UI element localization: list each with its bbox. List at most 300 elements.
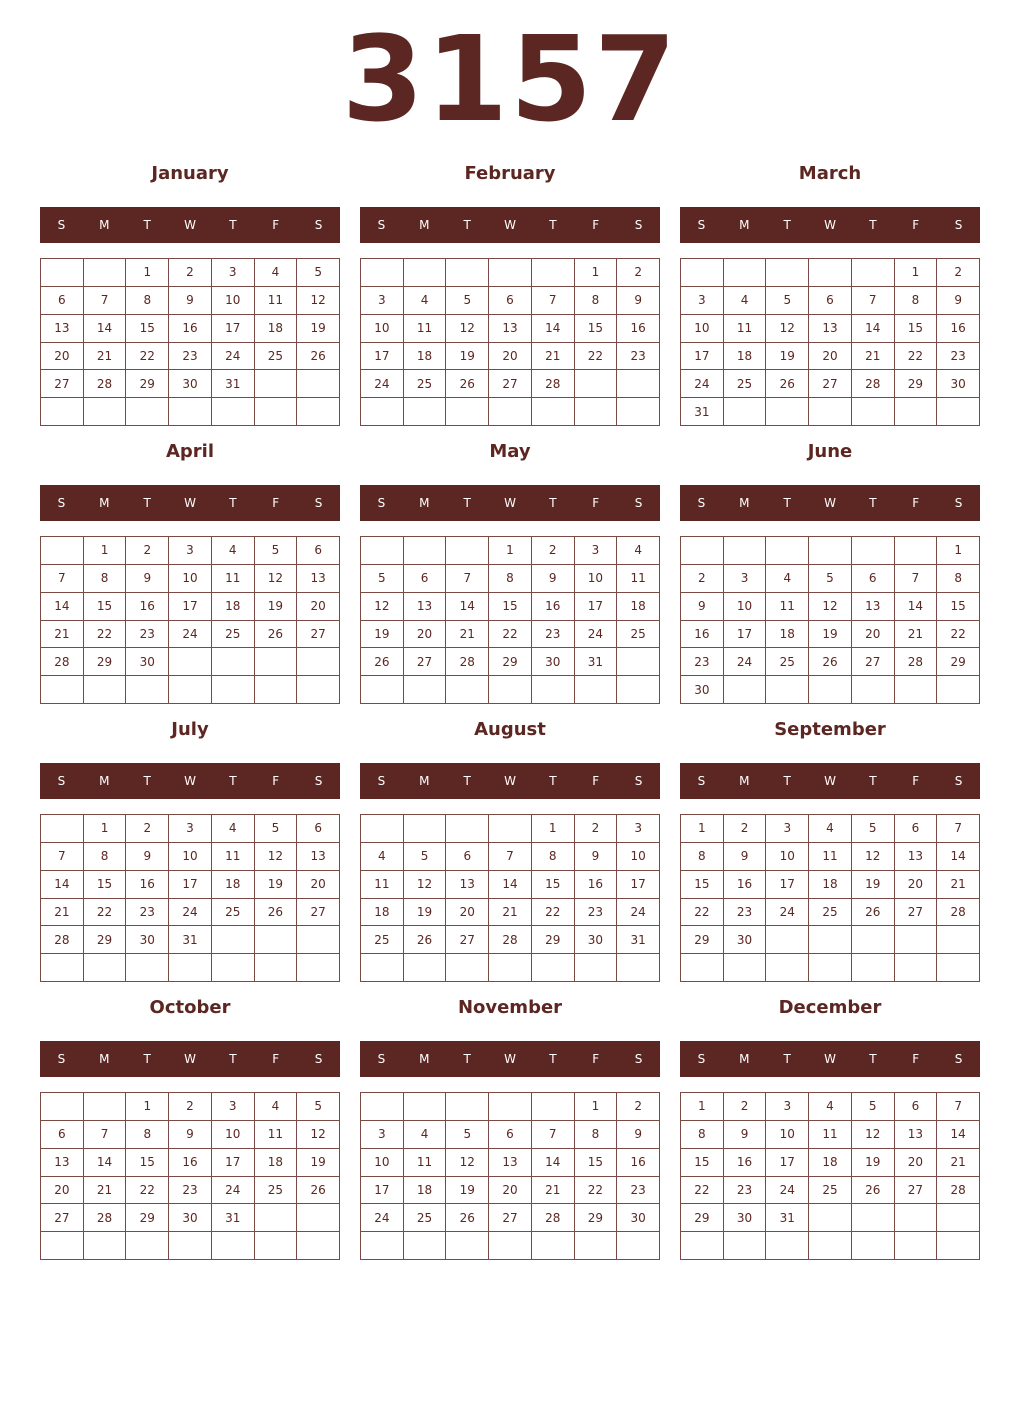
- day-cell[interactable]: 7: [84, 287, 127, 315]
- day-cell[interactable]: 7: [489, 843, 532, 871]
- day-cell[interactable]: 25: [255, 343, 298, 371]
- day-cell[interactable]: 31: [212, 1204, 255, 1232]
- day-cell[interactable]: 25: [212, 899, 255, 927]
- day-cell[interactable]: 16: [681, 621, 724, 649]
- day-cell[interactable]: 15: [681, 1149, 724, 1177]
- day-cell[interactable]: 13: [895, 843, 938, 871]
- day-cell[interactable]: 11: [617, 565, 660, 593]
- day-cell[interactable]: 26: [361, 648, 404, 676]
- day-cell[interactable]: 5: [297, 259, 340, 287]
- day-cell[interactable]: 4: [724, 287, 767, 315]
- day-cell[interactable]: 22: [84, 899, 127, 927]
- day-cell[interactable]: 8: [681, 843, 724, 871]
- day-cell[interactable]: 31: [766, 1204, 809, 1232]
- day-cell[interactable]: 19: [297, 1149, 340, 1177]
- day-cell[interactable]: 20: [489, 1177, 532, 1205]
- day-cell[interactable]: 17: [724, 621, 767, 649]
- day-cell[interactable]: 10: [724, 593, 767, 621]
- day-cell[interactable]: 25: [809, 899, 852, 927]
- day-cell[interactable]: 15: [84, 593, 127, 621]
- day-cell[interactable]: 18: [404, 343, 447, 371]
- day-cell[interactable]: 12: [852, 843, 895, 871]
- day-cell[interactable]: 31: [617, 926, 660, 954]
- day-cell[interactable]: 30: [575, 926, 618, 954]
- day-cell[interactable]: 16: [724, 871, 767, 899]
- day-cell[interactable]: 9: [724, 1121, 767, 1149]
- day-cell[interactable]: 29: [681, 1204, 724, 1232]
- day-cell[interactable]: 22: [681, 899, 724, 927]
- day-cell[interactable]: 27: [297, 899, 340, 927]
- day-cell[interactable]: 28: [532, 1204, 575, 1232]
- day-cell[interactable]: 4: [809, 1093, 852, 1121]
- day-cell[interactable]: 7: [895, 565, 938, 593]
- day-cell[interactable]: 25: [361, 926, 404, 954]
- day-cell[interactable]: 16: [724, 1149, 767, 1177]
- day-cell[interactable]: 14: [41, 593, 84, 621]
- day-cell[interactable]: 7: [532, 1121, 575, 1149]
- day-cell[interactable]: 17: [169, 871, 212, 899]
- day-cell[interactable]: 6: [404, 565, 447, 593]
- day-cell[interactable]: 21: [84, 343, 127, 371]
- day-cell[interactable]: 4: [361, 843, 404, 871]
- day-cell[interactable]: 26: [809, 648, 852, 676]
- day-cell[interactable]: 19: [446, 1177, 489, 1205]
- day-cell[interactable]: 14: [446, 593, 489, 621]
- day-cell[interactable]: 1: [575, 259, 618, 287]
- day-cell[interactable]: 14: [895, 593, 938, 621]
- day-cell[interactable]: 26: [255, 899, 298, 927]
- day-cell[interactable]: 2: [532, 537, 575, 565]
- day-cell[interactable]: 3: [212, 259, 255, 287]
- day-cell[interactable]: 27: [489, 1204, 532, 1232]
- day-cell[interactable]: 30: [532, 648, 575, 676]
- day-cell[interactable]: 24: [169, 621, 212, 649]
- day-cell[interactable]: 15: [681, 871, 724, 899]
- day-cell[interactable]: 27: [809, 370, 852, 398]
- day-cell[interactable]: 8: [575, 1121, 618, 1149]
- day-cell[interactable]: 10: [212, 1121, 255, 1149]
- day-cell[interactable]: 16: [126, 593, 169, 621]
- day-cell[interactable]: 23: [126, 621, 169, 649]
- day-cell[interactable]: 4: [404, 287, 447, 315]
- day-cell[interactable]: 22: [126, 1177, 169, 1205]
- day-cell[interactable]: 23: [617, 343, 660, 371]
- day-cell[interactable]: 2: [575, 815, 618, 843]
- day-cell[interactable]: 7: [446, 565, 489, 593]
- day-cell[interactable]: 2: [617, 1093, 660, 1121]
- day-cell[interactable]: 26: [297, 343, 340, 371]
- day-cell[interactable]: 2: [169, 1093, 212, 1121]
- day-cell[interactable]: 27: [404, 648, 447, 676]
- day-cell[interactable]: 10: [169, 565, 212, 593]
- day-cell[interactable]: 14: [84, 315, 127, 343]
- day-cell[interactable]: 28: [532, 370, 575, 398]
- day-cell[interactable]: 13: [809, 315, 852, 343]
- day-cell[interactable]: 29: [126, 1204, 169, 1232]
- day-cell[interactable]: 6: [41, 1121, 84, 1149]
- day-cell[interactable]: 7: [937, 1093, 980, 1121]
- day-cell[interactable]: 21: [937, 1149, 980, 1177]
- day-cell[interactable]: 10: [766, 843, 809, 871]
- day-cell[interactable]: 22: [126, 343, 169, 371]
- day-cell[interactable]: 1: [126, 1093, 169, 1121]
- day-cell[interactable]: 2: [126, 537, 169, 565]
- day-cell[interactable]: 21: [937, 871, 980, 899]
- day-cell[interactable]: 15: [84, 871, 127, 899]
- day-cell[interactable]: 8: [937, 565, 980, 593]
- day-cell[interactable]: 2: [724, 1093, 767, 1121]
- day-cell[interactable]: 17: [766, 871, 809, 899]
- day-cell[interactable]: 28: [84, 370, 127, 398]
- day-cell[interactable]: 13: [41, 1149, 84, 1177]
- day-cell[interactable]: 16: [169, 315, 212, 343]
- day-cell[interactable]: 17: [212, 315, 255, 343]
- day-cell[interactable]: 16: [169, 1149, 212, 1177]
- day-cell[interactable]: 21: [446, 621, 489, 649]
- day-cell[interactable]: 9: [937, 287, 980, 315]
- day-cell[interactable]: 3: [575, 537, 618, 565]
- day-cell[interactable]: 30: [126, 926, 169, 954]
- day-cell[interactable]: 15: [575, 315, 618, 343]
- day-cell[interactable]: 4: [617, 537, 660, 565]
- day-cell[interactable]: 10: [681, 315, 724, 343]
- day-cell[interactable]: 31: [169, 926, 212, 954]
- day-cell[interactable]: 20: [489, 343, 532, 371]
- day-cell[interactable]: 22: [937, 621, 980, 649]
- day-cell[interactable]: 5: [255, 815, 298, 843]
- day-cell[interactable]: 20: [446, 899, 489, 927]
- day-cell[interactable]: 7: [41, 565, 84, 593]
- day-cell[interactable]: 4: [212, 537, 255, 565]
- day-cell[interactable]: 6: [489, 287, 532, 315]
- day-cell[interactable]: 9: [617, 287, 660, 315]
- day-cell[interactable]: 25: [724, 370, 767, 398]
- day-cell[interactable]: 11: [404, 1149, 447, 1177]
- day-cell[interactable]: 24: [361, 1204, 404, 1232]
- day-cell[interactable]: 9: [169, 287, 212, 315]
- day-cell[interactable]: 21: [532, 1177, 575, 1205]
- day-cell[interactable]: 29: [489, 648, 532, 676]
- day-cell[interactable]: 12: [446, 315, 489, 343]
- day-cell[interactable]: 28: [446, 648, 489, 676]
- day-cell[interactable]: 5: [766, 287, 809, 315]
- day-cell[interactable]: 13: [297, 843, 340, 871]
- day-cell[interactable]: 25: [766, 648, 809, 676]
- day-cell[interactable]: 11: [361, 871, 404, 899]
- day-cell[interactable]: 25: [809, 1177, 852, 1205]
- day-cell[interactable]: 18: [404, 1177, 447, 1205]
- day-cell[interactable]: 18: [809, 1149, 852, 1177]
- day-cell[interactable]: 1: [575, 1093, 618, 1121]
- day-cell[interactable]: 26: [766, 370, 809, 398]
- day-cell[interactable]: 13: [895, 1121, 938, 1149]
- day-cell[interactable]: 3: [361, 1121, 404, 1149]
- day-cell[interactable]: 24: [212, 1177, 255, 1205]
- day-cell[interactable]: 5: [809, 565, 852, 593]
- day-cell[interactable]: 26: [446, 370, 489, 398]
- day-cell[interactable]: 5: [446, 287, 489, 315]
- day-cell[interactable]: 15: [126, 1149, 169, 1177]
- day-cell[interactable]: 3: [212, 1093, 255, 1121]
- day-cell[interactable]: 22: [681, 1177, 724, 1205]
- day-cell[interactable]: 6: [446, 843, 489, 871]
- day-cell[interactable]: 19: [297, 315, 340, 343]
- day-cell[interactable]: 29: [681, 926, 724, 954]
- day-cell[interactable]: 7: [41, 843, 84, 871]
- day-cell[interactable]: 23: [126, 899, 169, 927]
- day-cell[interactable]: 25: [212, 621, 255, 649]
- day-cell[interactable]: 9: [724, 843, 767, 871]
- day-cell[interactable]: 28: [937, 899, 980, 927]
- day-cell[interactable]: 11: [255, 1121, 298, 1149]
- day-cell[interactable]: 10: [361, 1149, 404, 1177]
- day-cell[interactable]: 15: [489, 593, 532, 621]
- day-cell[interactable]: 28: [489, 926, 532, 954]
- day-cell[interactable]: 3: [681, 287, 724, 315]
- day-cell[interactable]: 23: [169, 1177, 212, 1205]
- day-cell[interactable]: 29: [84, 926, 127, 954]
- day-cell[interactable]: 26: [297, 1177, 340, 1205]
- day-cell[interactable]: 8: [575, 287, 618, 315]
- day-cell[interactable]: 6: [297, 537, 340, 565]
- day-cell[interactable]: 6: [41, 287, 84, 315]
- day-cell[interactable]: 29: [937, 648, 980, 676]
- day-cell[interactable]: 18: [766, 621, 809, 649]
- day-cell[interactable]: 1: [681, 1093, 724, 1121]
- day-cell[interactable]: 20: [41, 343, 84, 371]
- day-cell[interactable]: 28: [41, 926, 84, 954]
- day-cell[interactable]: 2: [937, 259, 980, 287]
- day-cell[interactable]: 18: [724, 343, 767, 371]
- day-cell[interactable]: 6: [809, 287, 852, 315]
- day-cell[interactable]: 20: [852, 621, 895, 649]
- day-cell[interactable]: 6: [895, 1093, 938, 1121]
- day-cell[interactable]: 17: [766, 1149, 809, 1177]
- day-cell[interactable]: 23: [575, 899, 618, 927]
- day-cell[interactable]: 17: [361, 1177, 404, 1205]
- day-cell[interactable]: 19: [809, 621, 852, 649]
- day-cell[interactable]: 15: [126, 315, 169, 343]
- day-cell[interactable]: 12: [255, 843, 298, 871]
- day-cell[interactable]: 3: [617, 815, 660, 843]
- day-cell[interactable]: 30: [724, 1204, 767, 1232]
- day-cell[interactable]: 22: [575, 343, 618, 371]
- day-cell[interactable]: 19: [255, 871, 298, 899]
- day-cell[interactable]: 29: [126, 370, 169, 398]
- day-cell[interactable]: 12: [766, 315, 809, 343]
- day-cell[interactable]: 9: [617, 1121, 660, 1149]
- day-cell[interactable]: 1: [895, 259, 938, 287]
- day-cell[interactable]: 28: [895, 648, 938, 676]
- day-cell[interactable]: 30: [937, 370, 980, 398]
- day-cell[interactable]: 10: [361, 315, 404, 343]
- day-cell[interactable]: 10: [575, 565, 618, 593]
- day-cell[interactable]: 8: [126, 287, 169, 315]
- day-cell[interactable]: 20: [297, 593, 340, 621]
- day-cell[interactable]: 12: [255, 565, 298, 593]
- day-cell[interactable]: 27: [446, 926, 489, 954]
- day-cell[interactable]: 10: [617, 843, 660, 871]
- day-cell[interactable]: 6: [489, 1121, 532, 1149]
- day-cell[interactable]: 11: [255, 287, 298, 315]
- day-cell[interactable]: 24: [212, 343, 255, 371]
- day-cell[interactable]: 14: [852, 315, 895, 343]
- day-cell[interactable]: 16: [937, 315, 980, 343]
- day-cell[interactable]: 23: [681, 648, 724, 676]
- day-cell[interactable]: 20: [895, 871, 938, 899]
- day-cell[interactable]: 23: [724, 899, 767, 927]
- day-cell[interactable]: 27: [895, 1177, 938, 1205]
- day-cell[interactable]: 1: [84, 537, 127, 565]
- day-cell[interactable]: 19: [361, 621, 404, 649]
- day-cell[interactable]: 28: [937, 1177, 980, 1205]
- day-cell[interactable]: 13: [852, 593, 895, 621]
- day-cell[interactable]: 1: [532, 815, 575, 843]
- day-cell[interactable]: 10: [766, 1121, 809, 1149]
- day-cell[interactable]: 7: [84, 1121, 127, 1149]
- day-cell[interactable]: 24: [169, 899, 212, 927]
- day-cell[interactable]: 8: [895, 287, 938, 315]
- day-cell[interactable]: 11: [212, 843, 255, 871]
- day-cell[interactable]: 12: [404, 871, 447, 899]
- day-cell[interactable]: 20: [297, 871, 340, 899]
- day-cell[interactable]: 29: [84, 648, 127, 676]
- day-cell[interactable]: 3: [766, 1093, 809, 1121]
- day-cell[interactable]: 20: [809, 343, 852, 371]
- day-cell[interactable]: 30: [724, 926, 767, 954]
- day-cell[interactable]: 2: [169, 259, 212, 287]
- day-cell[interactable]: 28: [41, 648, 84, 676]
- day-cell[interactable]: 26: [255, 621, 298, 649]
- day-cell[interactable]: 22: [84, 621, 127, 649]
- day-cell[interactable]: 12: [852, 1121, 895, 1149]
- day-cell[interactable]: 20: [895, 1149, 938, 1177]
- day-cell[interactable]: 6: [297, 815, 340, 843]
- day-cell[interactable]: 8: [532, 843, 575, 871]
- day-cell[interactable]: 11: [809, 1121, 852, 1149]
- day-cell[interactable]: 17: [681, 343, 724, 371]
- day-cell[interactable]: 14: [937, 843, 980, 871]
- day-cell[interactable]: 19: [446, 343, 489, 371]
- day-cell[interactable]: 7: [532, 287, 575, 315]
- day-cell[interactable]: 27: [895, 899, 938, 927]
- day-cell[interactable]: 24: [617, 899, 660, 927]
- day-cell[interactable]: 24: [724, 648, 767, 676]
- day-cell[interactable]: 16: [126, 871, 169, 899]
- day-cell[interactable]: 27: [489, 370, 532, 398]
- day-cell[interactable]: 30: [681, 676, 724, 704]
- day-cell[interactable]: 3: [361, 287, 404, 315]
- day-cell[interactable]: 2: [126, 815, 169, 843]
- day-cell[interactable]: 13: [297, 565, 340, 593]
- day-cell[interactable]: 17: [169, 593, 212, 621]
- day-cell[interactable]: 21: [852, 343, 895, 371]
- day-cell[interactable]: 18: [617, 593, 660, 621]
- day-cell[interactable]: 2: [724, 815, 767, 843]
- day-cell[interactable]: 26: [404, 926, 447, 954]
- day-cell[interactable]: 24: [766, 899, 809, 927]
- day-cell[interactable]: 27: [852, 648, 895, 676]
- day-cell[interactable]: 1: [489, 537, 532, 565]
- day-cell[interactable]: 4: [255, 1093, 298, 1121]
- day-cell[interactable]: 9: [169, 1121, 212, 1149]
- day-cell[interactable]: 26: [852, 1177, 895, 1205]
- day-cell[interactable]: 22: [895, 343, 938, 371]
- day-cell[interactable]: 13: [489, 315, 532, 343]
- day-cell[interactable]: 25: [404, 1204, 447, 1232]
- day-cell[interactable]: 5: [404, 843, 447, 871]
- day-cell[interactable]: 19: [255, 593, 298, 621]
- day-cell[interactable]: 25: [255, 1177, 298, 1205]
- day-cell[interactable]: 24: [575, 621, 618, 649]
- day-cell[interactable]: 14: [489, 871, 532, 899]
- day-cell[interactable]: 21: [532, 343, 575, 371]
- day-cell[interactable]: 30: [169, 1204, 212, 1232]
- day-cell[interactable]: 21: [41, 899, 84, 927]
- day-cell[interactable]: 19: [404, 899, 447, 927]
- day-cell[interactable]: 19: [852, 871, 895, 899]
- day-cell[interactable]: 13: [489, 1149, 532, 1177]
- day-cell[interactable]: 12: [361, 593, 404, 621]
- day-cell[interactable]: 23: [169, 343, 212, 371]
- day-cell[interactable]: 8: [489, 565, 532, 593]
- day-cell[interactable]: 2: [617, 259, 660, 287]
- day-cell[interactable]: 2: [681, 565, 724, 593]
- day-cell[interactable]: 19: [766, 343, 809, 371]
- day-cell[interactable]: 8: [681, 1121, 724, 1149]
- day-cell[interactable]: 6: [852, 565, 895, 593]
- day-cell[interactable]: 13: [404, 593, 447, 621]
- day-cell[interactable]: 4: [404, 1121, 447, 1149]
- day-cell[interactable]: 11: [809, 843, 852, 871]
- day-cell[interactable]: 18: [212, 871, 255, 899]
- day-cell[interactable]: 14: [84, 1149, 127, 1177]
- day-cell[interactable]: 14: [41, 871, 84, 899]
- day-cell[interactable]: 14: [532, 315, 575, 343]
- day-cell[interactable]: 5: [852, 815, 895, 843]
- day-cell[interactable]: 8: [84, 565, 127, 593]
- day-cell[interactable]: 11: [724, 315, 767, 343]
- day-cell[interactable]: 24: [361, 370, 404, 398]
- day-cell[interactable]: 5: [446, 1121, 489, 1149]
- day-cell[interactable]: 18: [255, 1149, 298, 1177]
- day-cell[interactable]: 12: [297, 1121, 340, 1149]
- day-cell[interactable]: 16: [617, 1149, 660, 1177]
- day-cell[interactable]: 21: [895, 621, 938, 649]
- day-cell[interactable]: 17: [575, 593, 618, 621]
- day-cell[interactable]: 15: [895, 315, 938, 343]
- day-cell[interactable]: 31: [575, 648, 618, 676]
- day-cell[interactable]: 16: [575, 871, 618, 899]
- day-cell[interactable]: 30: [169, 370, 212, 398]
- day-cell[interactable]: 16: [617, 315, 660, 343]
- day-cell[interactable]: 17: [361, 343, 404, 371]
- day-cell[interactable]: 23: [617, 1177, 660, 1205]
- day-cell[interactable]: 8: [126, 1121, 169, 1149]
- day-cell[interactable]: 18: [809, 871, 852, 899]
- day-cell[interactable]: 22: [575, 1177, 618, 1205]
- day-cell[interactable]: 9: [575, 843, 618, 871]
- day-cell[interactable]: 21: [41, 621, 84, 649]
- day-cell[interactable]: 15: [937, 593, 980, 621]
- day-cell[interactable]: 21: [489, 899, 532, 927]
- day-cell[interactable]: 6: [895, 815, 938, 843]
- day-cell[interactable]: 11: [404, 315, 447, 343]
- day-cell[interactable]: 18: [255, 315, 298, 343]
- day-cell[interactable]: 5: [297, 1093, 340, 1121]
- day-cell[interactable]: 22: [532, 899, 575, 927]
- day-cell[interactable]: 18: [212, 593, 255, 621]
